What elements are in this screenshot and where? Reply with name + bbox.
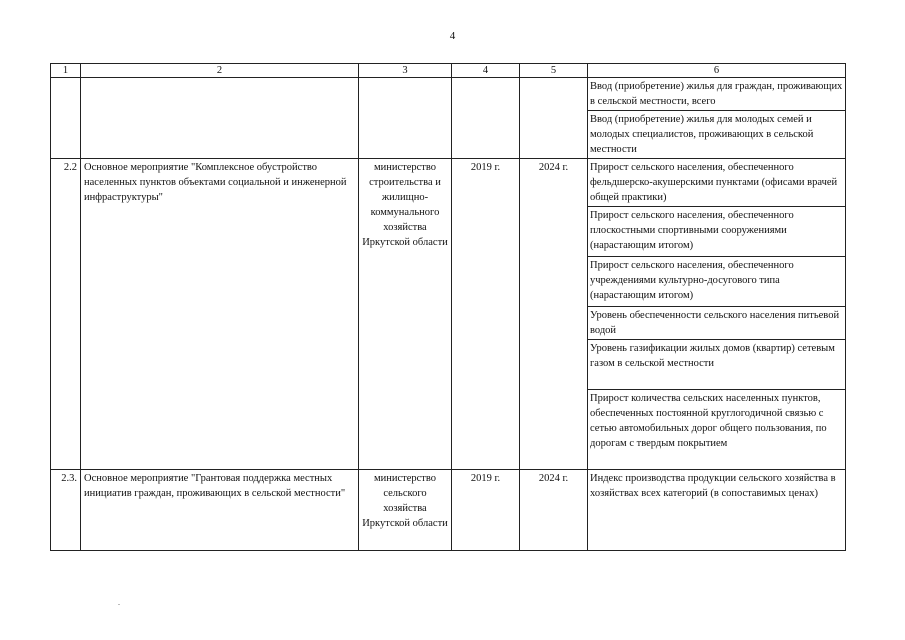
- indicator-cell: Прирост сельского населения, обеспеченного учреждениями культурно-досугового типа (нарастающим итогом): [588, 257, 846, 307]
- indicator-cell: Ввод (приобретение) жилья для граждан, проживающих в сельской местности, всего: [588, 78, 846, 111]
- end-year: 2024 г.: [520, 159, 588, 470]
- column-header-6: 6: [588, 64, 846, 78]
- indicator-cell: Индекс производства продукции сельского хозяйства в хозяйствах всех категорий (в сопоставимых ценах): [588, 470, 846, 551]
- empty-cell: [359, 78, 452, 159]
- table-row: [51, 159, 846, 207]
- scan-speck: [118, 604, 120, 605]
- activity-name: Основное мероприятие "Комплексное обустройство населенных пунктов объектами социальной и инженерной инфраструктуры": [81, 159, 359, 470]
- column-header-4: 4: [452, 64, 520, 78]
- indicator-cell: Прирост сельского населения, обеспеченного фельдшерско-акушерскими пунктами (офисами врачей общей практики): [588, 159, 846, 207]
- indicator-cell: Уровень обеспеченности сельского населения питьевой водой: [588, 307, 846, 340]
- empty-cell: [51, 78, 81, 159]
- indicator-cell: Ввод (приобретение) жилья для молодых семей и молодых специалистов, проживающих в сельской местности: [588, 111, 846, 159]
- continuation-row: [51, 78, 846, 111]
- page-number: 4: [449, 30, 456, 42]
- column-header-1: 1: [51, 64, 81, 78]
- activity-number: 2.3.: [51, 470, 81, 551]
- indicator-cell: Прирост сельского населения, обеспеченного плоскостными спортивными сооружениями (нарастающим итогом): [588, 207, 846, 257]
- column-header-2: 2: [81, 64, 359, 78]
- activity-name: Основное мероприятие "Грантовая поддержка местных инициатив граждан, проживающих в сельской местности": [81, 470, 359, 551]
- start-year: 2019 г.: [452, 159, 520, 470]
- column-number-row: [51, 64, 846, 78]
- program-activities-table: [50, 63, 846, 551]
- start-year: 2019 г.: [452, 470, 520, 551]
- table-row: [51, 470, 846, 551]
- executor: министерство строительства и жилищно-коммунального хозяйства Иркутской области: [359, 159, 452, 470]
- column-header-5: 5: [520, 64, 588, 78]
- indicator-cell: Уровень газификации жилых домов (квартир) сетевым газом в сельской местности: [588, 340, 846, 390]
- indicator-cell: Прирост количества сельских населенных пунктов, обеспеченных постоянной круглогодичной связью с сетью автомобильных дорог общего пользования, по дорогам с твердым покрытием: [588, 390, 846, 470]
- empty-cell: [520, 78, 588, 159]
- activity-number: 2.2: [51, 159, 81, 470]
- empty-cell: [81, 78, 359, 159]
- column-header-3: 3: [359, 64, 452, 78]
- executor: министерство сельского хозяйства Иркутской области: [359, 470, 452, 551]
- end-year: 2024 г.: [520, 470, 588, 551]
- empty-cell: [452, 78, 520, 159]
